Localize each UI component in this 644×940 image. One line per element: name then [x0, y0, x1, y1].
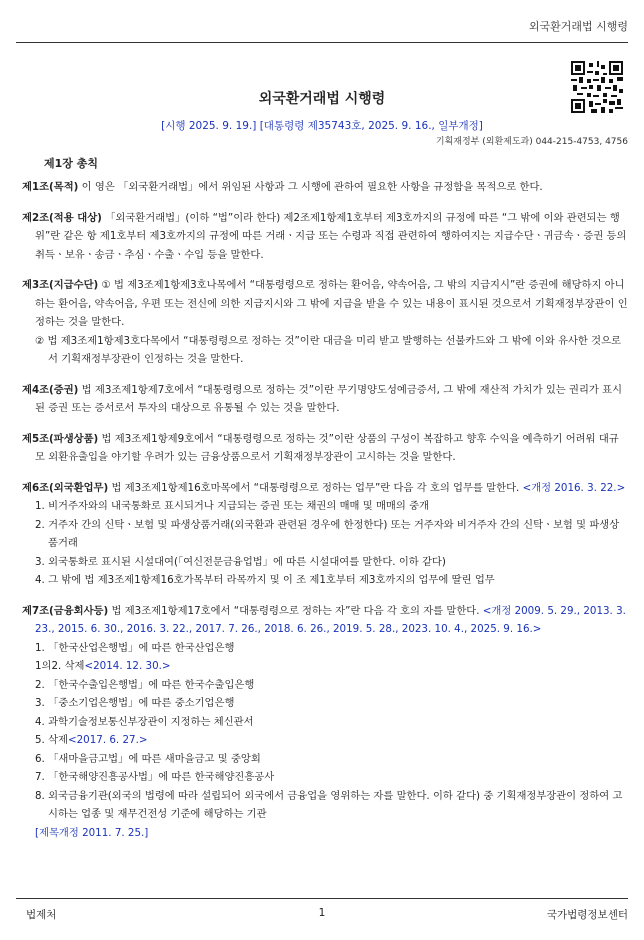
list-item [35, 731, 628, 750]
article-text: 법 제3조제1항제17호에서 “대통령령으로 정하는 자”란 다음 각 호의 자를 말한다. [108, 604, 483, 617]
article-text: 이 영은 「외국환거래법」에서 위임된 사항과 그 시행에 관하여 필요한 사항을 규정함을 목적으로 한다. [78, 181, 543, 193]
list-item: 7. 「한국해양진흥공사법」에 따른 한국해양진흥공사 [35, 771, 275, 783]
article-heading: 제6조(외국환업무) [22, 481, 109, 494]
page-number: 1 [318, 907, 326, 919]
article-heading: 제5조(파생상품) [22, 432, 99, 445]
article-heading: 제2조(적용 대상) [22, 211, 102, 224]
article-heading: 제7조(금융회사등) [22, 604, 109, 617]
article-text: 「외국환거래법」(이하 “법”이라 한다) 제2조제1항제1호부터 제3호까지의 규정에 따른 “그 밖에 이와 관련되는 행위”란 같은 항 제1호부터 제3호까지의 규정에 따른 거래ㆍ지급 또는 수령과 직접 관련하여 행하여지는 지급수단ㆍ귀금속ㆍ증권 등의 취득ㆍ보유ㆍ송금ㆍ추심ㆍ수출ㆍ수입 등을 말한다. [35, 211, 627, 261]
list-item: 8. 외국금융기관(외국의 법령에 따라 설립되어 외국에서 금융업을 영위하는 자를 말한다. 이하 같다) 중 기획재정부장관이 정하여 고시하는 업종 및 재무건전성 기준에 해당하는 기관 [35, 789, 623, 820]
law-body [22, 178, 628, 854]
title-amendment-note: [제목개정 2011. 7. 25.] [35, 826, 149, 839]
list-item: 1. 비거주자와의 내국통화로 표시되거나 지급되는 증권 또는 채권의 매매 및 매매의 중개 [35, 500, 429, 512]
list-item: 3. 외국통화로 표시된 시설대여(「여신전문금융업법」에 따른 시설대여를 말한다. 이하 같다) [35, 555, 446, 568]
footer-source: 법제처 [26, 909, 57, 921]
paragraph-2: ② 법 제3조제1항제3호다목에서 “대통령령으로 정하는 것”이란 대금을 미리 받고 발행하는 선불카드와 그 밖에 이와 유사한 것으로서 기획재정부장관이 인정하는 것을 말한다. [35, 334, 621, 365]
article-heading: 제4조(증권) [22, 383, 79, 396]
page-title: 외국환거래법 시행령 [258, 91, 386, 107]
article-heading: 제1조(목적) [22, 181, 79, 193]
article-7 [22, 602, 628, 843]
article-3 [22, 276, 628, 369]
department-contact: 기획재정부 (외환제도과) 044-215-4753, 4756 [435, 137, 628, 147]
article-text: 법 제3조제1항제16호마목에서 “대통령령으로 정하는 업무”란 다음 각 호의 업무를 말한다. [108, 481, 523, 494]
article-6 [22, 479, 628, 590]
list-item-text: 5. 삭제 [35, 734, 68, 746]
article-heading: 제3조(지급수단) [22, 279, 99, 291]
header-divider [16, 42, 628, 43]
list-item: 2. 「한국수출입은행법」에 따른 한국수출입은행 [35, 678, 255, 691]
amendment-note: <2014. 12. 30.> [84, 660, 171, 672]
article-4 [22, 381, 628, 418]
list-item [35, 657, 628, 676]
article-text: 법 제3조제1항제9호에서 “대통령령으로 정하는 것”이란 상품의 구성이 복잡하고 향후 수익을 예측하기 어려워 대규모 외환유출입을 야기할 우려가 있는 금융상품으로서 기획재정부장관이 고시하는 것을 말한다. [35, 432, 619, 463]
list-item: 4. 그 밖에 법 제3조제1항제16호가목부터 라목까지 및 이 조 제1호부터 제3호까지의 업무에 딸린 업무 [35, 574, 495, 586]
header-title: 외국환거래법 시행령 [528, 20, 628, 33]
footer-divider [16, 898, 628, 899]
footer-publisher: 국가법령정보센터 [546, 909, 628, 921]
list-item: 4. 과학기술정보통신부장관이 지정하는 체신관서 [35, 715, 254, 728]
list-item-text: 1의2. 삭제 [35, 660, 85, 672]
list-item: 3. 「중소기업은행법」에 따른 중소기업은행 [35, 697, 235, 709]
article-text: ① 법 제3조제1항제3호나목에서 “대통령령으로 정하는 환어음, 약속어음, 그 밖의 지급지시”란 증권에 해당하지 아니하는 환어음, 약속어음, 우편 또는 전신에 의한 지급지시와 그 밖에 지급을 받을 수 있는 내용이 표시된 것으로서 기획재정부장관이 인정하는 것을 말한다. [35, 279, 628, 328]
list-item: 6. 「새마을금고법」에 따른 새마을금고 및 중앙회 [35, 752, 261, 765]
article-1 [22, 178, 628, 197]
amendment-note: <2017. 6. 27.> [68, 734, 148, 746]
amendment-note: <개정 2009. 5. 29., 2013. 3. 23., 2015. 6. 30., 2016. 3. 22., 2017. 7. 26., 2018. 6. 26., 2019. 5. 28., 2023. 10. 4., 2025. 9. 16.> [35, 604, 626, 635]
list-item: 2. 거주자 간의 신탁ㆍ보험 및 파생상품거래(외국환과 관련된 경우에 한정한다) 또는 거주자와 비거주자 간의 신탁ㆍ보험 및 파생상품거래 [35, 518, 620, 549]
article-2 [22, 209, 628, 265]
article-5 [22, 430, 628, 467]
enforcement-info: [시행 2025. 9. 19.] [대통령령 제35743호, 2025. 9. 16., 일부개정] [161, 120, 483, 132]
article-text: 법 제3조제1항제7호에서 “대통령령으로 정하는 것”이란 무기명양도성예금증서, 그 밖에 재산적 가치가 있는 권리가 표시된 증권 또는 증서로서 투자의 대상으로 유통될 수 있는 것을 말한다. [35, 383, 623, 414]
list-item: 1. 「한국산업은행법」에 따른 한국산업은행 [35, 641, 235, 654]
amendment-note: <개정 2016. 3. 22.> [522, 481, 626, 494]
chapter-heading: 제1장 총칙 [44, 157, 98, 170]
